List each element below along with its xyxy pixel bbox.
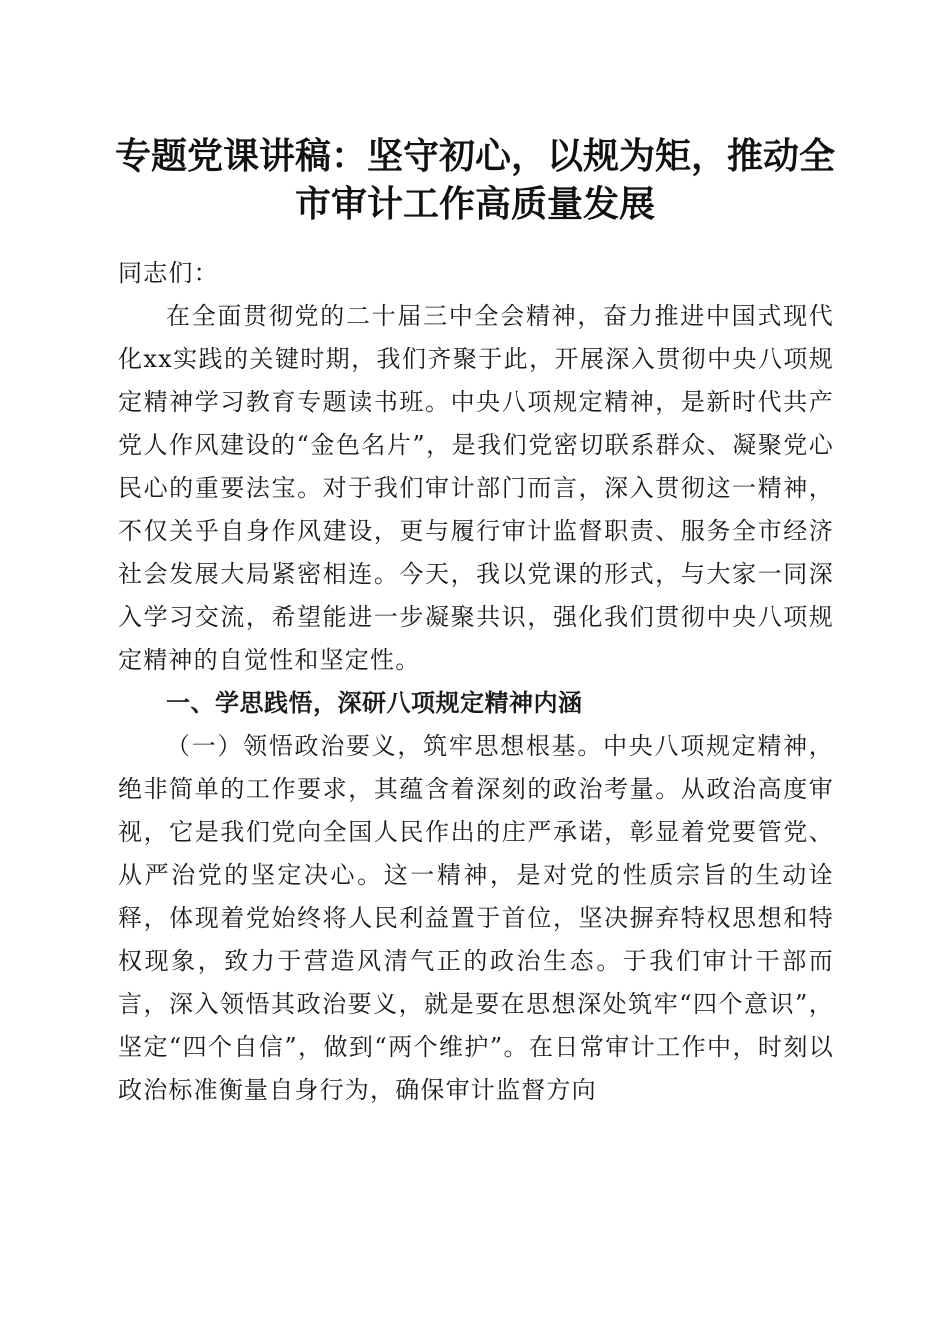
title-line-1: 专题党课讲稿：坚守初心，以规为矩，推动全 — [114, 135, 835, 177]
intro-paragraph: 在全面贯彻党的二十届三中全会精神，奋力推进中国式现代化xx实践的关键时期，我们齐聚于此，开展深入贯彻中央八项规定精神学习教育专题读书班。中央八项规定精神，是新时代共产党人作风建设的“金色名片”，是我们党密切联系群众、凝聚党心民心的重要法宝。对于我们审计部门而言，深入贯彻这一精神，不仅关乎自身作风建设，更与履行审计监督职责、服务全市经济社会发展大局紧密相连。今天，我以党课的形式，与大家一同深入学习交流，希望能进一步凝聚共识，强化我们贯彻中央八项规定精神的自觉性和坚定性。 — [118, 302, 834, 674]
subsection-lead: （一）领悟政治要义，筑牢思想根基。 — [166, 732, 604, 760]
subsection-paragraph-1 — [118, 725, 834, 1112]
subsection-text: 中央八项规定精神，绝非简单的工作要求，其蕴含着深刻的政治考量。从政治高度审视，它是我们党向全国人民作出的庄严承诺，彰显着党要管党、从严治党的坚定决心。这一精神，是对党的性质宗旨的生动诠释，体现着党始终将人民利益置于首位，坚决摒弃特权思想和特权现象，致力于营造风清气正的政治生态。于我们审计干部而言，深入领悟其政治要义，就是要在思想深处筑牢“四个意识”，坚定“四个自信”，做到“两个维护”。在日常审计工作中，时刻以政治标准衡量自身行为，确保审计监督方向 — [118, 732, 834, 1104]
title-line-2: 市审计工作高质量发展 — [294, 183, 655, 225]
section-heading-1: 一、学思践悟，深研八项规定精神内涵 — [166, 689, 583, 717]
document-body — [118, 252, 834, 1112]
document-title — [100, 132, 850, 228]
salutation: 同志们： — [118, 259, 219, 287]
